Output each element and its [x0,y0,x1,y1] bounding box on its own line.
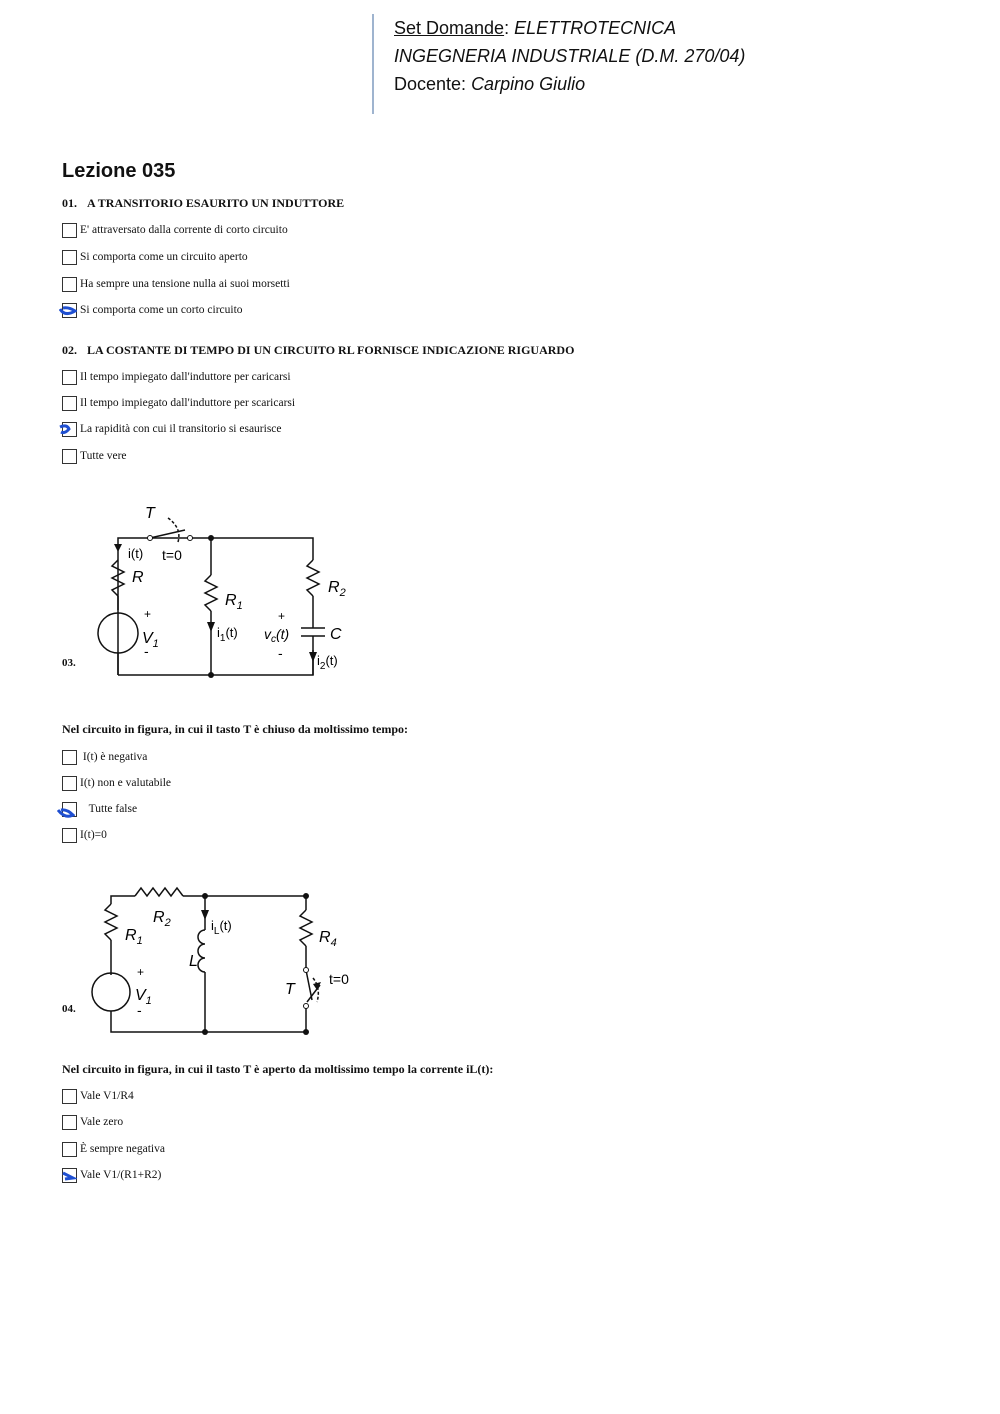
checkbox[interactable] [62,370,77,385]
option[interactable]: Vale V1/(R1+R2) [62,1166,161,1184]
checkbox[interactable] [62,1089,77,1104]
checkbox[interactable] [62,250,77,265]
source-label: $V_1$ [142,630,159,650]
teacher-name: Carpino Giulio [471,74,586,94]
svg-text:+: + [144,607,152,621]
inductor-label: L [189,953,198,970]
capacitor-voltage-label: $v_c(t)$ [264,626,290,645]
checkbox[interactable] [62,750,77,765]
circuit-diagram-2 [85,880,365,1040]
switch-label: T [145,505,155,522]
source-label: $V_1$ [135,987,152,1007]
lesson-title: Lezione 035 [62,160,176,182]
question-4-text: Nel circuito in figura, in cui il tasto T è aperto da moltissimo tempo la corrente iL(t): [62,1062,494,1076]
option[interactable]: Ha sempre una tensione nulla ai suoi morsetti [62,275,290,293]
teacher-label: Docente: [394,74,467,94]
option[interactable]: E' attraversato dalla corrente di corto circuito [62,221,288,239]
svg-text:-: - [278,645,283,661]
svg-text:-: - [137,1002,142,1018]
checkbox[interactable] [62,449,77,464]
checkbox-checked[interactable] [62,1168,77,1183]
current-i1-label: $i_1(t)$ [217,625,238,644]
question-4-number: 04. [62,1003,76,1015]
current-il-label: $i_L(t)$ [211,918,232,937]
option[interactable]: Il tempo impiegato dall'induttore per caricarsi [62,368,291,386]
option[interactable]: I(t)=0 [62,826,107,844]
checkbox[interactable] [62,1142,77,1157]
switch-label: T [285,981,295,998]
switch-time-label: t=0 [329,971,349,987]
question-3-text: Nel circuito in figura, in cui il tasto T è chiuso da moltissimo tempo: [62,722,409,736]
checkbox[interactable] [62,776,77,791]
question-2: 02. LA COSTANTE DI TEMPO DI UN CIRCUITO RL FORNISCE INDICAZIONE RIGUARDO [62,343,575,357]
option[interactable]: Vale V1/R4 [62,1087,134,1105]
current-label: i(t) [128,546,144,561]
check-mark-icon [59,1170,77,1181]
checkbox[interactable] [62,1115,77,1130]
set-label: Set Domande [394,18,505,38]
check-mark-icon [59,305,77,316]
current-i2-label: $i_2(t)$ [317,653,338,672]
option[interactable]: I(t) non e valutabile [62,774,171,792]
checkbox-checked[interactable] [62,802,77,817]
svg-text:+: + [137,965,145,979]
option[interactable]: Si comporta come un circuito aperto [62,248,248,266]
switch-time-label: t=0 [162,547,182,563]
resistor-r1-label: $R_1$ [225,592,243,612]
checkbox-checked[interactable] [62,422,77,437]
option[interactable]: È sempre negativa [62,1140,165,1158]
resistor-r-label: R [132,569,144,586]
option[interactable]: Il tempo impiegato dall'induttore per scaricarsi [62,394,295,412]
question-1: 01. A TRANSITORIO ESAURITO UN INDUTTORE [62,196,345,210]
checkbox-checked[interactable] [62,303,77,318]
question-3-number: 03. [62,657,76,669]
option[interactable]: Vale zero [62,1113,123,1131]
capacitor-label: C [330,626,342,643]
svg-text:-: - [144,643,149,659]
option[interactable]: Tutte vere [62,447,127,465]
svg-text:+: + [278,609,286,623]
check-mark-icon [59,424,77,435]
option[interactable]: Si comporta come un corto circuito [62,301,243,319]
option[interactable]: I(t) è negativa [62,748,147,766]
option[interactable]: Tutte false [62,800,137,818]
circuit-diagram-1 [90,500,370,685]
checkbox[interactable] [62,828,77,843]
checkbox[interactable] [62,277,77,292]
course-name: INGEGNERIA INDUSTRIALE (D.M. 270/04) [394,46,746,66]
resistor-r1-label: $R_1$ [125,927,143,947]
resistor-r4-label: $R_4$ [319,929,337,949]
option[interactable]: La rapidità con cui il transitorio si esaurisce [62,420,282,438]
resistor-r2-label: $R_2$ [153,909,171,929]
check-mark-icon [57,807,75,818]
checkbox[interactable] [62,223,77,238]
resistor-r2-label: $R_2$ [328,579,346,599]
checkbox[interactable] [62,396,77,411]
set-value: ELETTROTECNICA [514,18,677,38]
document-header: Set Domande: ELETTROTECNICA INGEGNERIA INDUSTRIALE (D.M. 270/04) Docente: Carpino Giulio [372,14,745,114]
